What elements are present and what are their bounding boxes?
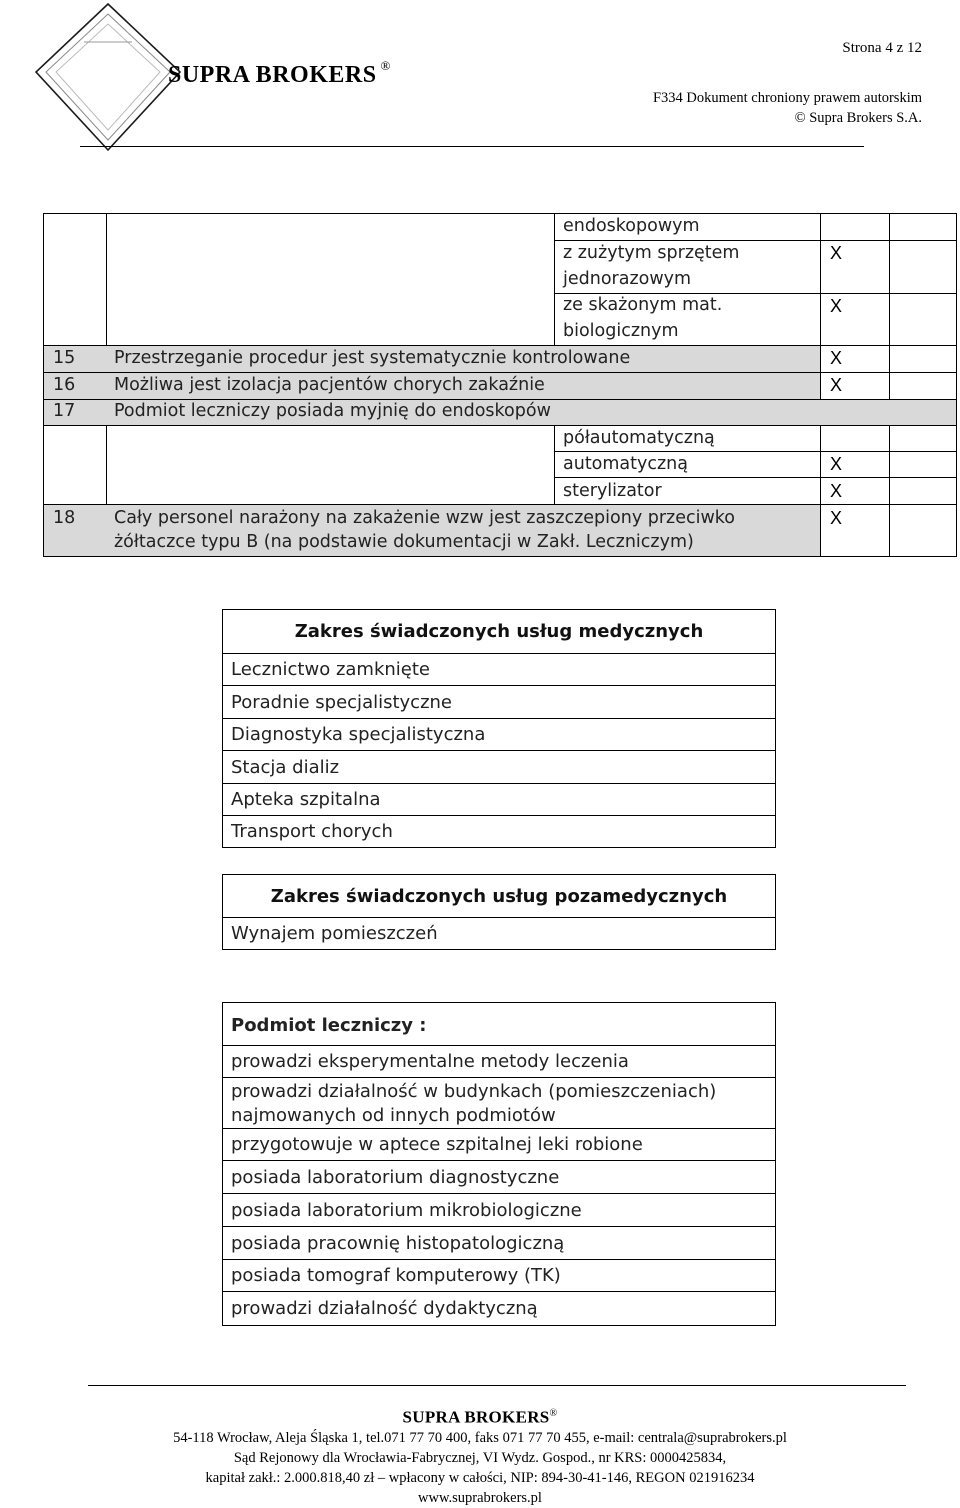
footer <box>0 1404 960 1508</box>
subitem-text: biologicznym <box>563 321 679 341</box>
col-divider <box>554 425 555 504</box>
row-divider <box>43 504 957 505</box>
subitem-text: ze skażonym mat. <box>563 295 723 315</box>
entity-feature-item: przygotowuje w aptece szpitalnej leki robione <box>223 1129 775 1161</box>
doc-ref-line-1: F334 Dokument chroniony prawem autorskim <box>652 90 922 106</box>
non-medical-service-item: Wynajem pomieszczeń <box>231 923 438 944</box>
row-divider <box>43 425 957 426</box>
entity-feature-item-two-line <box>223 1078 775 1129</box>
entity-feature-item: posiada tomograf komputerowy (TK) <box>223 1260 775 1292</box>
entity-feature-item: posiada pracownię histopatologiczną <box>223 1227 775 1260</box>
non-medical-services-table <box>222 874 776 950</box>
doc-ref-line-2: © Supra Brokers S.A. <box>794 110 922 126</box>
row-label: Przestrzeganie procedur jest systematycznie kontrolowane <box>114 348 631 368</box>
document-reference <box>653 88 922 128</box>
entity-feature-line: najmowanych od innych podmiotów <box>231 1105 556 1126</box>
subitem-text: sterylizator <box>563 481 662 501</box>
footer-address: 54-118 Wrocław, Aleja Śląska 1, tel.071 77 70 400, faks 071 77 70 455, e-mail: centrala@suprabrokers.pl <box>173 1429 787 1446</box>
medical-services-title: Zakres świadczonych usług medycznych <box>223 610 775 654</box>
entity-feature-item: prowadzi eksperymentalne metody leczenia <box>223 1046 775 1078</box>
row-label: Cały personel narażony na zakażenie wzw jest zaszczepiony przeciwko <box>114 508 736 528</box>
subitem-text: endoskopowym <box>563 216 700 236</box>
subitem-text: z zużytym sprzętem <box>563 243 740 263</box>
row-divider <box>43 345 957 346</box>
row-number: 15 <box>53 348 76 368</box>
check-mark: X <box>830 348 843 368</box>
row-divider <box>554 293 957 294</box>
footer-website-link[interactable]: www.suprabrokers.pl <box>418 1489 542 1506</box>
medical-service-item: Lecznictwo zamknięte <box>223 654 775 686</box>
col-divider <box>554 213 555 345</box>
subitem-text: jednorazowym <box>563 269 692 289</box>
header-divider <box>80 146 864 147</box>
footer-brand: SUPRA BROKERS® <box>402 1407 558 1427</box>
col-divider <box>820 425 821 557</box>
col-divider <box>106 425 107 504</box>
row-divider <box>43 372 957 373</box>
col-divider <box>889 425 890 557</box>
subitem-text: automatyczną <box>563 454 688 474</box>
brand-name: SUPRA BROKERS ® <box>168 58 391 88</box>
medical-entity-title: Podmiot leczniczy : <box>223 1003 775 1046</box>
col-divider <box>106 213 107 345</box>
medical-service-item: Poradnie specjalistyczne <box>223 686 775 719</box>
non-medical-services-title: Zakres świadczonych usług pozamedycznych <box>223 875 775 918</box>
medical-service-item: Stacja dializ <box>223 751 775 784</box>
row-divider <box>554 451 957 452</box>
row-divider <box>554 240 820 241</box>
check-mark: X <box>830 296 843 316</box>
row-divider <box>820 240 957 241</box>
entity-feature-item: prowadzi działalność dydaktyczną <box>231 1298 538 1319</box>
medical-services-table <box>222 609 776 848</box>
check-mark: X <box>830 243 843 263</box>
medical-service-item: Transport chorych <box>231 821 393 842</box>
check-mark: X <box>830 454 843 474</box>
medical-entity-table <box>222 1002 776 1326</box>
check-mark: X <box>830 481 843 501</box>
row-label: Możliwa jest izolacja pacjentów chorych zakaźnie <box>114 375 545 395</box>
row-number: 16 <box>53 375 76 395</box>
medical-service-item: Apteka szpitalna <box>223 784 775 816</box>
check-mark: X <box>830 375 843 395</box>
page-number: Strona 4 z 12 <box>842 40 922 56</box>
row-label: Podmiot leczniczy posiada myjnię do endoskopów <box>114 401 551 421</box>
row-number: 18 <box>53 508 76 528</box>
medical-service-item: Diagnostyka specjalistyczna <box>223 719 775 751</box>
footer-divider <box>88 1385 906 1386</box>
row-divider <box>43 399 957 400</box>
footer-capital: kapitał zakł.: 2.000.818,40 zł – wpłacony w całości, NIP: 894-30-41-146, REGON 021916234 <box>205 1469 755 1486</box>
row-number: 17 <box>53 401 76 421</box>
entity-feature-item: posiada laboratorium diagnostyczne <box>223 1161 775 1194</box>
entity-feature-item: posiada laboratorium mikrobiologiczne <box>223 1194 775 1227</box>
hygiene-checklist-table <box>43 213 957 557</box>
row-label-continued: żółtaczce typu B (na podstawie dokumentacji w Zakł. Leczniczym) <box>114 532 694 552</box>
subitem-text: półautomatyczną <box>563 428 715 448</box>
footer-court-registry: Sąd Rejonowy dla Wrocławia-Fabrycznej, VI Wydz. Gospod., nr KRS: 0000425834, <box>233 1449 727 1466</box>
row-divider <box>554 477 957 478</box>
check-mark: X <box>830 508 843 528</box>
entity-feature-line: prowadzi działalność w budynkach (pomieszczeniach) <box>231 1081 717 1102</box>
